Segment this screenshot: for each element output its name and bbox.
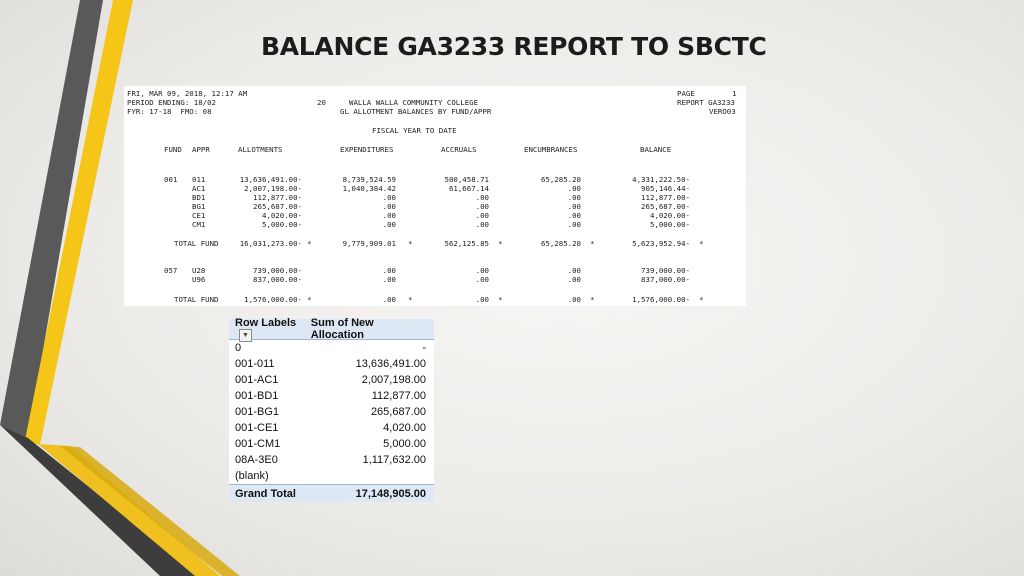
- appr-code: BG1: [192, 202, 206, 211]
- total-fund-label: TOTAL FUND: [174, 295, 219, 304]
- report-name: GL ALLOTMENT BALANCES BY FUND/APPR: [340, 107, 492, 116]
- pivot-row-value: 265,687.00: [370, 406, 426, 418]
- total-balance: 1,576,000.00-: [632, 295, 690, 304]
- pivot-row: [229, 356, 434, 372]
- encumbrances-cell: .00: [567, 184, 581, 193]
- report-fyr-fmo: FYR: 17-18 FMO: 08: [127, 107, 212, 116]
- balance-cell: 4,331,222.50-: [632, 175, 690, 184]
- allotments-cell: 2,007,198.00-: [244, 184, 302, 193]
- total-asterisk: *: [307, 295, 312, 304]
- total-allotments: 1,576,000.00-: [244, 295, 302, 304]
- report-fiscal: FISCAL YEAR TO DATE: [372, 126, 457, 135]
- allotments-cell: 112,877.00-: [253, 193, 302, 202]
- expenditures-cell: .00: [382, 193, 396, 202]
- fund-code: 057: [164, 266, 178, 275]
- ga3233-report: [124, 86, 746, 306]
- total-allotments: 16,031,273.00-: [239, 239, 302, 248]
- encumbrances-cell: .00: [567, 211, 581, 220]
- total-asterisk: *: [498, 239, 503, 248]
- accruals-cell: .00: [475, 220, 489, 229]
- balance-cell: 4,020.00-: [649, 211, 690, 220]
- encumbrances-cell: .00: [567, 202, 581, 211]
- pivot-value-header: Sum of New Allocation: [310, 317, 374, 341]
- report-vero: VERO03: [709, 107, 736, 116]
- filter-dropdown-icon[interactable]: ▼: [239, 329, 252, 342]
- pivot-row: [229, 340, 434, 356]
- total-accruals: 562,125.85: [444, 239, 489, 248]
- total-asterisk: *: [699, 239, 704, 248]
- accruals-cell: 500,458.71: [444, 175, 489, 184]
- encumbrances-cell: .00: [567, 275, 581, 284]
- allotments-cell: 265,687.00-: [253, 202, 302, 211]
- column-header-allotments: ALLOTMENTS: [238, 145, 283, 154]
- appr-code: 011: [192, 175, 206, 184]
- column-header-balance: BALANCE: [640, 145, 672, 154]
- pivot-table: [229, 316, 434, 502]
- allotments-cell: 4,020.00-: [261, 211, 302, 220]
- allotments-cell: 5,000.00-: [261, 220, 302, 229]
- expenditures-cell: 8,739,524.59: [342, 175, 396, 184]
- pivot-row-value: 13,636,491.00: [355, 358, 426, 370]
- pivot-row: [229, 388, 434, 404]
- total-asterisk: *: [408, 295, 413, 304]
- appr-code: BD1: [192, 193, 206, 202]
- column-header-encumbrances: ENCUMBRANCES: [524, 145, 578, 154]
- report-datetime: FRI, MAR 09, 2018, 12:17 AM: [127, 89, 248, 98]
- pivot-row-label: 08A-3E0: [235, 454, 278, 466]
- total-balance: 5,623,952.94-: [632, 239, 690, 248]
- accruals-cell: .00: [475, 193, 489, 202]
- column-header-fund: FUND: [164, 145, 182, 154]
- encumbrances-cell: .00: [567, 193, 581, 202]
- total-expenditures: 9,779,909.01: [342, 239, 396, 248]
- pivot-row-label: 001-AC1: [235, 374, 279, 386]
- pivot-row-label: 001-CM1: [235, 438, 281, 450]
- total-asterisk: *: [498, 295, 503, 304]
- total-encumbrances: .00: [567, 295, 581, 304]
- pivot-row-value: 4,020.00: [383, 422, 426, 434]
- total-asterisk: *: [590, 295, 595, 304]
- report-page-label: PAGE: [677, 89, 695, 98]
- expenditures-cell: 1,040,384.42: [342, 184, 396, 193]
- pivot-row-label: (blank): [235, 470, 269, 482]
- allotments-cell: 837,000.00-: [253, 275, 302, 284]
- accruals-cell: .00: [475, 202, 489, 211]
- report-college: WALLA WALLA COMMUNITY COLLEGE: [349, 98, 479, 107]
- appr-code: CM1: [192, 220, 206, 229]
- slide-title: BALANCE GA3233 REPORT TO SBCTC: [261, 32, 767, 61]
- column-header-expenditures: EXPENDITURES: [340, 145, 394, 154]
- pivot-row-label: 001-BD1: [235, 390, 279, 402]
- pivot-row: [229, 452, 434, 468]
- report-page-number: 1: [732, 89, 737, 98]
- pivot-grand-total-label: Grand Total: [235, 487, 296, 500]
- total-accruals: .00: [475, 295, 489, 304]
- total-encumbrances: 65,285.20: [540, 239, 581, 248]
- accruals-cell: .00: [475, 266, 489, 275]
- total-asterisk: *: [408, 239, 413, 248]
- accruals-cell: .00: [475, 211, 489, 220]
- pivot-row-value: 2,007,198.00: [361, 374, 426, 386]
- accruals-cell: 61,667.14: [448, 184, 489, 193]
- balance-cell: 265,687.00-: [641, 202, 690, 211]
- column-header-accruals: ACCRUALS: [441, 145, 477, 154]
- total-asterisk: *: [307, 239, 312, 248]
- pivot-row-label: 001-011: [235, 358, 275, 370]
- allotments-cell: 739,000.00-: [253, 266, 302, 275]
- pivot-row-label: 001-BG1: [235, 406, 280, 418]
- pivot-row: [229, 468, 434, 484]
- balance-cell: 739,000.00-: [641, 266, 690, 275]
- column-header-appr: APPR: [192, 145, 210, 154]
- expenditures-cell: .00: [382, 220, 396, 229]
- appr-code: U96: [192, 275, 206, 284]
- pivot-row-label: 0: [235, 342, 242, 354]
- pivot-row: [229, 404, 434, 420]
- pivot-row-value: 5,000.00: [383, 438, 426, 450]
- expenditures-cell: .00: [382, 275, 396, 284]
- pivot-grand-total-row: [229, 484, 434, 502]
- appr-code: AC1: [192, 184, 206, 193]
- pivot-row-value: 1,117,632.00: [362, 454, 426, 466]
- report-id: REPORT GA3233: [677, 98, 735, 107]
- report-period-ending: PERIOD ENDING: 18/02: [127, 98, 216, 107]
- total-fund-label: TOTAL FUND: [174, 239, 219, 248]
- fund-code: 001: [164, 175, 178, 184]
- balance-cell: 5,000.00-: [649, 220, 690, 229]
- expenditures-cell: .00: [382, 202, 396, 211]
- balance-cell: 905,146.44-: [641, 184, 690, 193]
- pivot-row-value: -: [422, 342, 426, 354]
- pivot-row: [229, 420, 434, 436]
- accruals-cell: .00: [475, 275, 489, 284]
- appr-code: CE1: [192, 211, 206, 220]
- encumbrances-cell: .00: [567, 220, 581, 229]
- appr-code: U28: [192, 266, 206, 275]
- expenditures-cell: .00: [382, 211, 396, 220]
- pivot-row-labels-header[interactable]: Row Labels▼: [235, 317, 311, 342]
- pivot-row-label: 001-CE1: [235, 422, 279, 434]
- report-code: 20: [317, 98, 326, 107]
- balance-cell: 112,877.00-: [641, 193, 690, 202]
- pivot-row-value: 112,877.00: [371, 390, 426, 402]
- total-expenditures: .00: [382, 295, 396, 304]
- pivot-row: [229, 436, 434, 452]
- encumbrances-cell: .00: [567, 266, 581, 275]
- pivot-grand-total-value: 17,148,905.00: [355, 487, 426, 500]
- allotments-cell: 13,636,491.00-: [239, 175, 302, 184]
- encumbrances-cell: 65,285.20: [540, 175, 581, 184]
- expenditures-cell: .00: [382, 266, 396, 275]
- total-asterisk: *: [699, 295, 704, 304]
- balance-cell: 837,000.00-: [641, 275, 690, 284]
- total-asterisk: *: [590, 239, 595, 248]
- pivot-header-row: [229, 316, 434, 341]
- pivot-row: [229, 372, 434, 388]
